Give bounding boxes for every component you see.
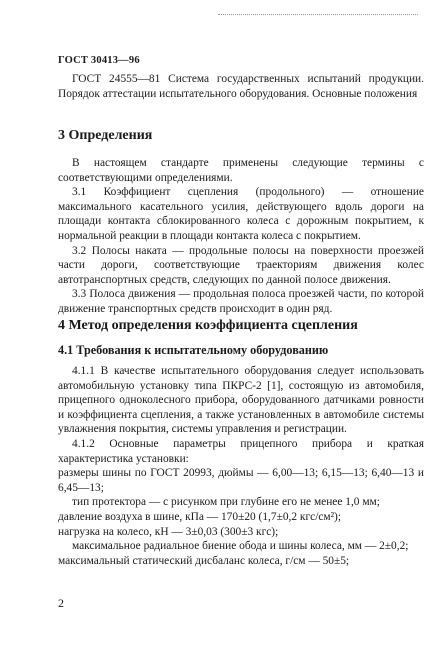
section-3-intro: В настоящем стандарте применены следующие термины с соответствующими определениями. bbox=[58, 157, 424, 184]
document-code: ГОСТ 30413—96 bbox=[58, 55, 140, 66]
section-4-body bbox=[58, 364, 424, 568]
definition-3-3: 3.3 Полоса движения — продольная полоса проезжей части, по которой движение транспортных средств происходит в один ряд. bbox=[58, 288, 424, 315]
subsection-4-1-title: 4.1 Требования к испытательному оборудованию bbox=[58, 343, 329, 357]
paragraph-4-1-1: 4.1.1 В качестве испытательного оборудования следует использовать автомобильную установку типа ПКРС-2 [1], состоящую из автомобиля, прицепного одноколесного прибора, оборудованного датчиками ровности и коэффициента сцепления, а также установленных в автомобиле системы увлажнения покрытия, системы управления и регистрации. bbox=[58, 365, 424, 436]
section-3-title: 3 Определения bbox=[58, 128, 153, 143]
section-3-body bbox=[58, 156, 424, 317]
definition-3-2: 3.2 Полосы наката — продольные полосы на поверхности проезжей части дороги, соответствующие траекториям движения колес автотранспортных средств, следующих по данной полосе движения. bbox=[58, 244, 424, 286]
parameter-tire-size: размеры шины по ГОСТ 20993, дюймы — 6,00—13; 6,15—13; 6,40—13 и 6,45—13; bbox=[58, 467, 424, 494]
parameter-static-imbalance: максимальный статический дисбаланс колеса, г/см — 50±5; bbox=[58, 554, 350, 567]
reference-block bbox=[58, 72, 424, 101]
definition-3-1: 3.1 Коэффициент сцепления (продольного) — отношение максимального касательного усилия, действующего вдоль дороги на площади контакта сблокированного колеса с дорожным покрытием, к нормальной реакции в площади контакта колеса с покрытием. bbox=[58, 186, 424, 242]
scan-artifact-line bbox=[218, 14, 418, 15]
parameter-tread-type: тип протектора — с рисунком при глубине его не менее 1,0 мм; bbox=[72, 496, 380, 509]
page-number: 2 bbox=[58, 596, 64, 610]
paragraph-4-1-2: 4.1.2 Основные параметры прицепного прибора и краткая характеристика установки: bbox=[58, 437, 424, 465]
parameter-wheel-load: нагрузка на колесо, кН — 3±0,03 (300±3 кгс); bbox=[58, 525, 279, 538]
section-4-title: 4 Метод определения коэффициента сцепления bbox=[58, 318, 358, 333]
reference-item: ГОСТ 24555—81 Система государственных испытаний продукции. Порядок аттестации испытательного оборудования. Основные положения bbox=[58, 73, 424, 100]
parameter-radial-runout: максимальное радиальное биение обода и шины колеса, мм — 2±0,2; bbox=[72, 540, 409, 553]
parameter-air-pressure: давление воздуха в шине, кПа — 170±20 (1,7±0,2 кгс/см²); bbox=[58, 510, 341, 523]
